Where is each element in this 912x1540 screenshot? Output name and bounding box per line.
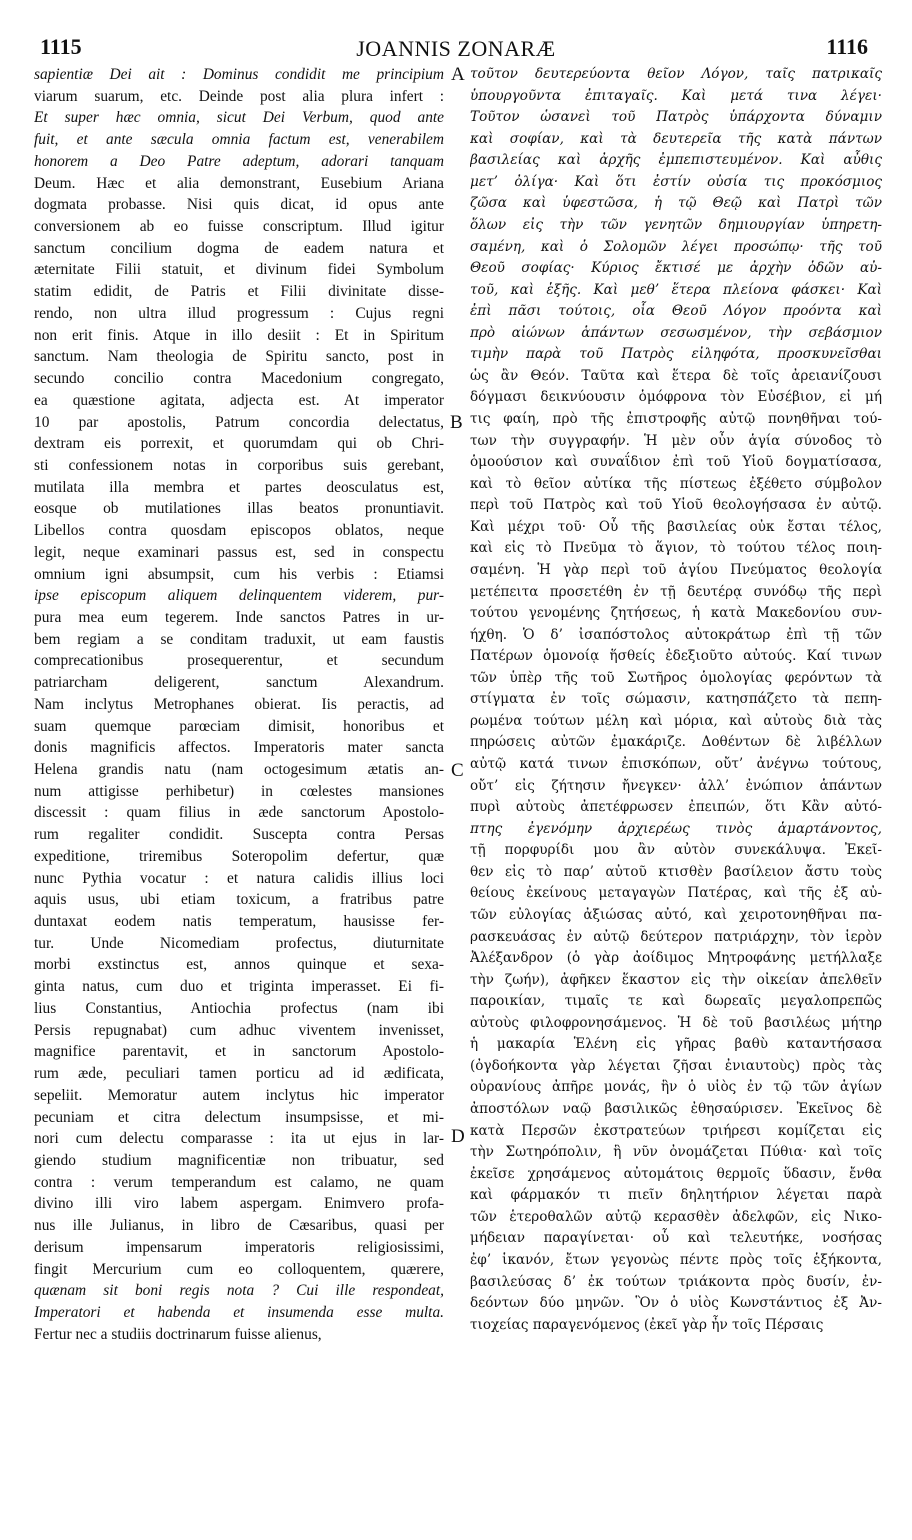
greek-text-line: αὐτῷ κατά τινων ἐπισκόπων, οὔτ’ ἀνέγνω τούτους, bbox=[470, 756, 882, 772]
greek-text-line: βασιλείας καὶ ἀρχῆς ἐμπεπιστευμένον. Καὶ αὖθις bbox=[470, 152, 882, 169]
latin-text-line: rum æde, peculiari tamen porticu ad id ædificata, bbox=[34, 1065, 444, 1083]
greek-text-line: Πατέρων ὁμονοίᾳ ἥσθείς ἐδεξιοῦτο αὐτούς. Καί τινων bbox=[470, 648, 882, 665]
latin-text-line: divino illi viro labem aspergam. Enimvero profa- bbox=[34, 1195, 444, 1213]
greek-text-line: τῶν ἑτεροθαλῶν αὐτῷ κερασθὲν ἀδελφῶν, εἰς Νικο- bbox=[470, 1208, 882, 1225]
latin-text-line: Imperatori et habenda et insumenda esse multa. bbox=[34, 1303, 444, 1321]
latin-text-line: sanctum. Nam theologia de Spiritu sancto, post in bbox=[34, 348, 444, 366]
greek-text-line: τὴν Σωτηρόπολιν, ἣ νῦν ὀνομάζεται Πύθια· καὶ τοῖς bbox=[470, 1144, 882, 1161]
latin-text-line: secundo concilio contra Macedonium congregato, bbox=[34, 370, 444, 388]
latin-text-line: æternitate Filii statuit, et divinum fidei Symbolum bbox=[34, 261, 444, 279]
greek-text-line: Θεοῦ σοφίας· Κύριος ἔκτισέ με ἀρχὴν ὁδῶν αὐ- bbox=[470, 260, 882, 277]
greek-text-line: βασιλεύσας δ’ ἐκ τούτων τριάκοντα πρὸς δυσίν, ἐν- bbox=[470, 1273, 882, 1290]
latin-text-line: nus ille Julianus, in libro de Cæsaribus, quasi per bbox=[34, 1217, 444, 1235]
latin-text-line: fuit, et ante sæcula omnia factum est, venerabilem bbox=[34, 131, 444, 149]
greek-text-line: πηρώσεις αὐτῶν ἐμακάριζε. Δοθέντων δὲ λιβέλλων bbox=[470, 734, 882, 751]
greek-text-line: τῶν εὐλογίας ἀξιώσας αὐτό, καὶ χειροτονηθῆναι πα- bbox=[470, 906, 882, 923]
greek-text-line: ὅλων εἰς τὴν τῶν γενητῶν δημιουργίαν ὑπηρετη- bbox=[470, 216, 882, 233]
latin-text-line: Nam inclytus Metrophanes obierat. Iis peractis, ad bbox=[34, 695, 444, 713]
greek-text-line: θείους ἐκείνους μεταγαγὼν Πατέρας, καὶ τῆς ἐξ αὐ- bbox=[470, 885, 882, 902]
greek-text-line: πτης ἐγενόμην ἀρχιερέως τινὸς ἁμαρτάνοντος, bbox=[470, 820, 882, 837]
latin-text-line: statim edidit, de Patris et Filii divinitate disse- bbox=[34, 283, 444, 301]
latin-text-line: ea quæstione agitata, adjecta est. At imperator bbox=[34, 391, 444, 409]
latin-text-line: expeditione, triremibus Soteropolim defertur, quæ bbox=[34, 847, 444, 865]
latin-text-line: rendo, non ultra illud progressum : Cujus regni bbox=[34, 304, 444, 322]
left-page-number: 1115 bbox=[40, 34, 82, 59]
latin-text-line: giendo studium magnificentiæ non tribuatur, sed bbox=[34, 1151, 444, 1169]
greek-text-line: Τοῦτον ὡσανεὶ τοῦ Πατρὸς ὑπάρχοντα δύναμιν bbox=[470, 109, 882, 126]
greek-text-line: περὶ τοῦ Πατρὸς καὶ τοῦ Υἱοῦ θεολογήσασα ἐν αὐτῷ. bbox=[470, 497, 882, 514]
greek-text-line: τις φαίη, πρὸ τῆς ἐπιστροφῆς αὐτῷ πονηθῆναι τού- bbox=[470, 411, 882, 427]
latin-text-line: nunc Pythia vocatur : et natura calidis illius loci bbox=[34, 869, 444, 887]
greek-text-line: ρωμένα τούτων μέλη καὶ μόρια, καὶ αὐτοὺς διὰ τὰς bbox=[470, 712, 882, 729]
greek-text-line: δεόντων δύο μηνῶν. Ὃν ὁ υἱὸς Κωνστάντιος ἐξ Ἀν- bbox=[470, 1295, 882, 1312]
latin-text-line: num attigisse perhibetur) in cœlestes mansiones bbox=[34, 782, 444, 800]
greek-text-line: ὑπουργοῦντα ἐπιταγαῖς. Καὶ μετά τινα λέγει· bbox=[470, 87, 882, 104]
greek-text-line: ἐπὶ πᾶσι τούτοις, οἷα Θεοῦ Λόγον προόντα καὶ bbox=[470, 303, 882, 320]
greek-text-line: μετέπειτα προσετέθη ἐν τῇ δευτέρᾳ συνόδῳ τῆς περὶ bbox=[470, 583, 882, 600]
greek-text-line: Καὶ μέχρι τοῦ· Οὗ τῆς βασιλείας οὐκ ἔσται τέλος, bbox=[470, 518, 882, 535]
greek-text-line: σαμένη. Ἡ γὰρ περὶ τοῦ ἁγίου Πνεύματος θεολογία bbox=[470, 561, 882, 578]
latin-text-line: sti confessionem notas in corporibus suis gerebant, bbox=[34, 456, 444, 474]
section-marker-c: C bbox=[451, 760, 464, 781]
greek-text-line: πυρὶ αὐτοὺς ἀπετέφρωσεν ἐπειπών, ὅτι Κἂν αὐτό- bbox=[470, 799, 882, 816]
greek-text-line: μήδειαν παραγίνεται· οὗ καὶ τελευτήκε, νοσήσας bbox=[470, 1230, 882, 1247]
section-marker-a: A bbox=[451, 64, 465, 85]
greek-text-line: Ἀλέξανδρον (ὁ γὰρ ἀοίδιμος Μητροφάνης μετήλλαξε bbox=[470, 950, 882, 967]
greek-text-line: τοῦ, καὶ ἑξῆς. Καὶ μεθ’ ἕτερα πλείονα φάσκει· Καὶ bbox=[470, 281, 882, 298]
latin-text-line: duntaxat eodem natis temperatum, hausisse fer- bbox=[34, 913, 444, 931]
greek-text-line: καὶ τὸ θεῖον αὐτίκα τῆς πίστεως ἐξέθετο σύμβολον bbox=[470, 475, 882, 492]
latin-text-line: conversionem ab eo fuisse conscriptum. Illud igitur bbox=[34, 218, 444, 236]
latin-text-line: Et super hæc omnia, sicut Dei Verbum, quod ante bbox=[34, 109, 444, 127]
greek-text-line: καὶ εἰς τὸ Πνεῦμα τὸ ἅγιον, τὸ τούτου τέλος ποιη- bbox=[470, 540, 882, 557]
latin-text-line: omnium igni absumpsit, cum his verbis : Etiamsi bbox=[34, 565, 444, 583]
latin-text-line: magnifice parentavit, et in sanctorum Apostolo- bbox=[34, 1043, 444, 1061]
latin-text-line: Fertur nec a studiis doctrinarum fuisse alienus, bbox=[34, 1325, 322, 1343]
latin-text-line: comprecationibus prosequerentur, et secundum bbox=[34, 652, 444, 670]
latin-text-line: suam quemque parœciam dimisit, honoribus et bbox=[34, 717, 444, 735]
greek-text-line: παροικίαν, τιμαῖς τε καὶ δωρεαῖς μεγαλοπρεπῶς bbox=[470, 993, 882, 1010]
latin-column bbox=[34, 64, 444, 1345]
latin-text-line: pecuniam et citra delectum insumpsisse, et mi- bbox=[34, 1108, 444, 1126]
greek-text-line: μετ’ ὀλίγα· Καὶ ὅτι ἐστίν οὐσία τις προκόσμιος bbox=[470, 173, 882, 190]
latin-text-line: patriarcham deligerent, sanctum Alexandrum. bbox=[34, 674, 444, 692]
latin-text-line: ipse episcopum aliquem delinquentem viderem, pur- bbox=[34, 587, 444, 605]
greek-column bbox=[470, 64, 882, 1336]
latin-text-line: contra : verum temperandum est calamo, ne quam bbox=[34, 1173, 444, 1191]
greek-text-line: (ὀγδοήκοντα γὰρ λέγεται ζῆσαι ἐνιαυτοὺς) πρὸς τὰς bbox=[470, 1057, 882, 1074]
latin-text-line: lius Constantius, Antiochia profectus (nam ibi bbox=[34, 999, 444, 1017]
greek-text-line: στίγματα ἐν τοῖς σώμασιν, κατησπάζετο τὰ πεπη- bbox=[470, 691, 882, 708]
latin-text-line: eosque ob mutilationes illas beatos pronuntiavit. bbox=[34, 500, 444, 518]
latin-text-line: sanctum concilium dogma de eadem natura et bbox=[34, 239, 444, 257]
greek-text-line: ἡ μακαρία Ἑλένη εἰς γῆρας βαθὺ καταντήσασα bbox=[470, 1036, 882, 1053]
greek-text-line: ρασκευάσας ἐν αὐτῷ δεύτερον πατριάρχην, τὸν ἱερὸν bbox=[470, 928, 882, 945]
greek-text-line: τούτου γενομένης ζητήσεως, ἡ κατὰ Μακεδονίου συν- bbox=[470, 605, 882, 622]
latin-text-line: Helena grandis natu (nam octogesimum ætatis an- bbox=[34, 761, 444, 778]
latin-text-line: 10 par apostolis, Patrum concordia delectatus, bbox=[34, 413, 444, 431]
latin-text-line: nori cum delectu comparasse : ita ut ejus in lar- bbox=[34, 1130, 444, 1148]
greek-text-line: κατὰ Περσῶν ἐκστρατεύων τριήρεσι κομίζεται εἰς bbox=[470, 1122, 882, 1139]
page-header bbox=[0, 28, 912, 68]
greek-text-line: ὡς ἂν Θεόν. Ταῦτα καὶ ἕτερα δὲ τοῖς ἀρειανίζουσι bbox=[470, 367, 882, 384]
latin-text-line: bem regiam a se conditam traduxit, ut eam faustis bbox=[34, 630, 444, 648]
running-title: JOANNIS ZONARÆ bbox=[356, 36, 556, 61]
latin-text-line: Deum. Hæc et alia demonstrant, Eusebium Ariana bbox=[34, 174, 444, 192]
greek-text-line: ὁμοούσιον καὶ συναΐδιον ἐπὶ τοῦ Υἱοῦ δογματίσασα, bbox=[470, 454, 882, 471]
greek-text-line: οὔτ’ εἰς ζήτησιν ἤνεγκεν· ἀλλ’ ἐνώπιον ἁπάντων bbox=[470, 777, 882, 794]
greek-text-line: οὐρανίους ἀπῆρε μονάς, ἣν ὁ υἱὸς ἐν τῷ τῶν ἁγίων bbox=[470, 1079, 882, 1096]
latin-text-line: non erit finis. Atque in illo desiit : Et in Spiritum bbox=[34, 326, 444, 344]
latin-text-line: discessit : quam filius in æde sanctorum Apostolo- bbox=[34, 804, 444, 822]
latin-text-line: viarum suarum, etc. Deinde post alia plura infert : bbox=[34, 87, 444, 105]
latin-text-line: quænam sit boni regis nota ? Cui ille respondeat, bbox=[34, 1282, 444, 1300]
greek-text-line: πρὸ αἰώνων ἁπάντων σεσωσμένον, τὴν σεβάσμιον bbox=[470, 324, 882, 341]
greek-text-line: τῇ πορφυρίδι μου ἂν αὐτὸν συνεκάλυψα. Ἐκεῖ- bbox=[470, 842, 882, 859]
latin-text-line: mutilata illa membra et partes deosculatus est, bbox=[34, 478, 444, 496]
greek-text-line: ἀποστόλων ναῷ βασιλικῶς ἐθησαύρισεν. Ἐκεῖνος δὲ bbox=[470, 1101, 882, 1117]
latin-text-line: dextram eis porrexit, et quorumdam qui ob Chri- bbox=[34, 435, 444, 453]
latin-text-line: Libellos contra quosdam episcopos oblatos, neque bbox=[34, 522, 444, 540]
latin-text-line: Persis repugnabat) cum adhuc viventem invenisset, bbox=[34, 1021, 444, 1039]
latin-text-line: fingit Mercurium cum eo colloquentem, quærere, bbox=[34, 1260, 444, 1278]
greek-text-line: ἐφ’ ἱκανόν, ἔτων γεγονὼς πέντε πρὸς τοῖς ἑξήκοντα, bbox=[470, 1251, 882, 1268]
section-marker-b: B bbox=[450, 412, 463, 433]
greek-text-line: τιμὴν παρὰ τοῦ Πατρὸς εἰληφότα, προσκυνεῖσθαι bbox=[470, 346, 882, 363]
latin-text-line: tur. Unde Nicomediam profectus, diuturnitate bbox=[34, 934, 444, 952]
greek-text-line: καὶ φάρμακόν τι πιεῖν δηλητήριον λέγεται παρὰ bbox=[470, 1187, 882, 1204]
greek-text-line: αὐτοὺς φιλοφρονησάμενος. Ἡ δὲ τοῦ βασιλέως μήτηρ bbox=[470, 1014, 882, 1031]
latin-text-line: derisum impensarum imperatoris religiosissimi, bbox=[34, 1238, 444, 1256]
greek-text-line: τιοχείας παραγενόμενος (ἐκεῖ γὰρ ἦν τοῖς Πέρσαις bbox=[470, 1316, 824, 1333]
latin-text-line: morbi exstinctus est, annos quinque et sexa- bbox=[34, 956, 444, 974]
latin-text-line: honorem a Deo Patre adeptum, adorari tanquam bbox=[34, 152, 444, 170]
latin-text-line: dogmata probasse. Nisi quis dicat, id opus ante bbox=[34, 196, 444, 214]
greek-text-line: των τὴν συγγραφήν. Ἡ μὲν οὖν ἁγία σύνοδος τὸ bbox=[470, 432, 882, 449]
right-page-number: 1116 bbox=[826, 34, 868, 59]
greek-text-line: καὶ σοφίαν, καὶ τὰ δευτερεῖα τῆς κατὰ πάντων bbox=[470, 130, 882, 147]
latin-text-line: rum regaliter condidit. Suscepta contra Persas bbox=[34, 826, 444, 844]
greek-text-line: τῶν ὑπὲρ τῆς τοῦ Σωτῆρος ὁμολογίας φερόντων τὰ bbox=[470, 669, 882, 686]
latin-text-line: sapientiæ Dei ait : Dominus condidit me principium bbox=[34, 66, 444, 83]
greek-text-line: δόγμασι δεικνύουσιν ὁμόφρονα τὸν Εὐσέβιον, εἰ μή bbox=[470, 389, 882, 406]
greek-text-line: ήχθη. Ὁ δ’ ἰσαπόστολος αὐτοκράτωρ ἐπὶ τῇ τῶν bbox=[470, 626, 882, 643]
latin-text-line: legit, neque examinari passus est, sed in conspectu bbox=[34, 543, 444, 561]
greek-text-line: ἐκεῖσε χρησάμενος αὐτομάτοις θερμοῖς ὕδασιν, ἔνθα bbox=[470, 1165, 882, 1182]
greek-text-line: σαμένη, καὶ ὁ Σολομῶν λέγει προσώπῳ· τῆς τοῦ bbox=[470, 238, 882, 255]
latin-text-line: ginta natus, cum duo et triginta imperasset. Ei fi- bbox=[34, 978, 444, 996]
latin-text-line: pura mea eum tegerem. Inde sanctos Patres in ur- bbox=[34, 608, 444, 626]
greek-text-line: τοῦτον δευτερεύοντα θεῖον Λόγον, ταῖς πατρικαῖς bbox=[470, 66, 882, 82]
latin-text-line: sepeliit. Memoratur autem inclytus hic imperator bbox=[34, 1086, 444, 1104]
greek-text-line: ζῶσα καὶ ὑφεστῶσα, ἡ τῷ Θεῷ καὶ Πατρὶ τῶν bbox=[470, 195, 882, 212]
latin-text-line: aquis usus, ubi etiam toxicum, a fratribus patre bbox=[34, 891, 444, 909]
latin-text-line: donis magnificis affectos. Imperatoris mater sancta bbox=[34, 739, 444, 757]
greek-text-line: θεν εἰς τὸ παρ’ αὐτοῦ κτισθὲν βασίλειον ἄστυ τοὺς bbox=[470, 863, 882, 880]
section-marker-d: D bbox=[451, 1126, 465, 1147]
greek-text-line: τὴν ζωήν), ἀφῆκεν ἕκαστον εἰς τὴν οἰκείαν ἀπελθεῖν bbox=[470, 971, 882, 988]
